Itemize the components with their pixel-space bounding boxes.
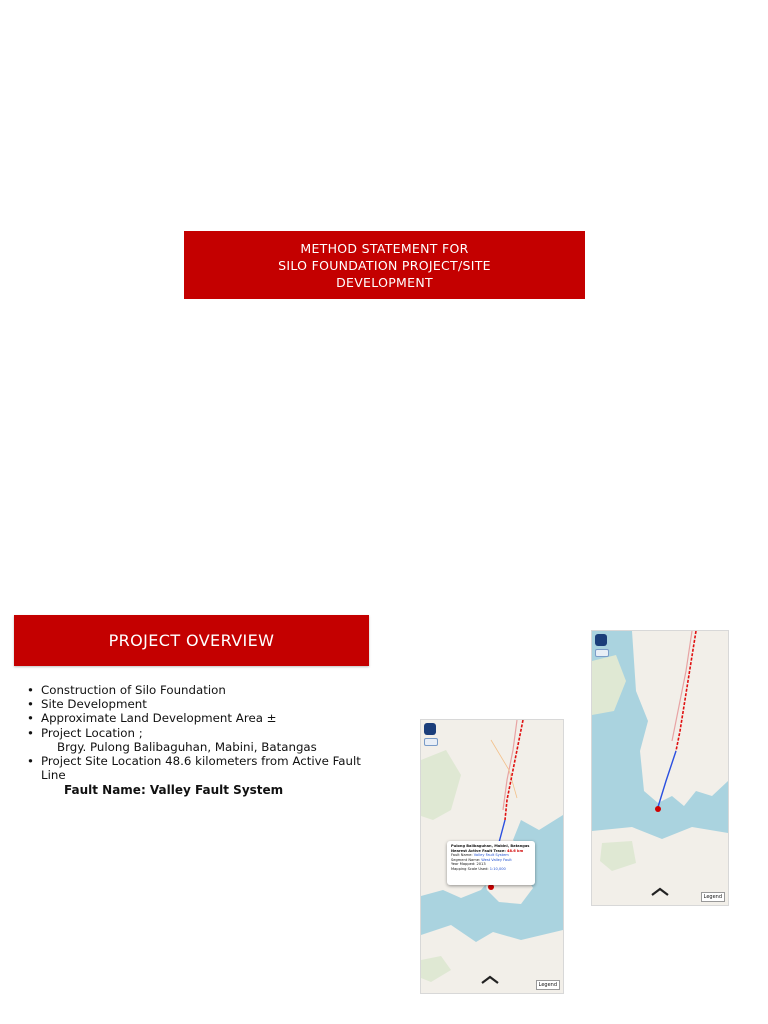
legend-button[interactable]: Legend bbox=[701, 892, 725, 902]
list-item: • Site Development bbox=[27, 697, 377, 711]
list-item bbox=[27, 726, 377, 754]
popup-location: Pulong Balibaguhan, Mabini, Batangas bbox=[451, 844, 530, 848]
overview-bullet-list bbox=[27, 683, 377, 782]
popup-distance-row: Nearest Active Fault Trace: 48.6 km bbox=[451, 848, 524, 853]
list-item: • Project Site Location 48.6 kilometers from Active Fault Line bbox=[27, 754, 377, 782]
app-logo-icon bbox=[424, 723, 436, 735]
project-location-detail: Brgy. Pulong Balibaguhan, Mabini, Batangas bbox=[57, 739, 317, 754]
popup-scale-row: Mapping Scale Used: 1:10,000 bbox=[451, 866, 506, 871]
layers-icon[interactable] bbox=[424, 738, 438, 746]
app-logo-icon bbox=[595, 634, 607, 646]
title-line-1: METHOD STATEMENT FOR bbox=[300, 240, 469, 256]
title-banner bbox=[184, 231, 585, 299]
fault-map[interactable] bbox=[591, 630, 729, 906]
fault-map-with-popup[interactable] bbox=[420, 719, 564, 994]
popup-year-row: Year Mapped: 2013 bbox=[451, 862, 486, 867]
map-2-graphic bbox=[592, 631, 728, 905]
list-item: • Approximate Land Development Area ± bbox=[27, 711, 377, 725]
overview-heading: PROJECT OVERVIEW bbox=[14, 615, 369, 666]
legend-button[interactable]: Legend bbox=[536, 980, 560, 990]
title-line-2: SILO FOUNDATION PROJECT/SITE bbox=[278, 257, 491, 273]
popup-segment-row: Segment Name: West Valley Fault bbox=[451, 857, 512, 862]
title-line-3: DEVELOPMENT bbox=[336, 274, 433, 290]
popup-fault-row: Fault Name: Valley Fault System bbox=[451, 853, 509, 858]
layers-icon[interactable] bbox=[595, 649, 609, 657]
fault-info-popup bbox=[447, 841, 535, 885]
project-location-label: Project Location ; bbox=[41, 725, 143, 740]
fault-name-text: Fault Name: Valley Fault System bbox=[64, 783, 284, 797]
list-item: • Construction of Silo Foundation bbox=[27, 683, 377, 697]
